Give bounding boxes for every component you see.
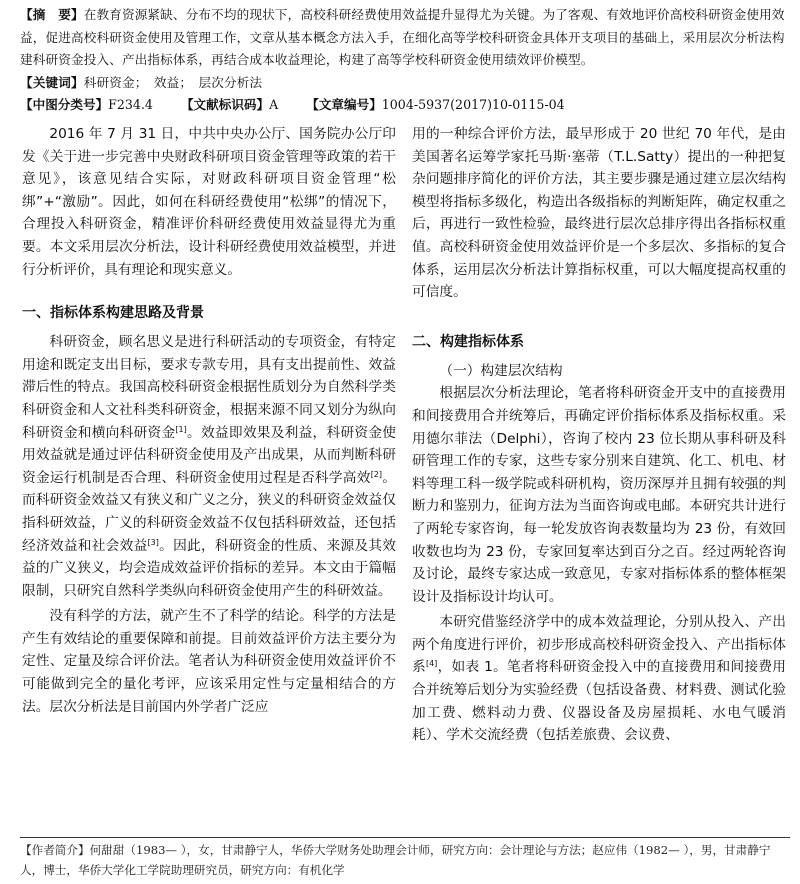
section-1-heading: 一、指标体系构建思路及背景 — [22, 305, 204, 322]
section-2-heading: 二、构建指标体系 — [412, 333, 524, 350]
paragraph-text: ，如表 1。笔者将科研资金投入中的直接费用和间接费用合并统筹后划分为实验经费（包括设备费、材料费、测试化验加工费、燃料动力费、仪器设备及房屋损耗、水电气暖消耗）、学术交流经费（包括差旅费、会议费、 — [412, 659, 786, 744]
abstract — [20, 4, 790, 72]
article-number-label: 【文章编号】 — [306, 97, 382, 112]
left-column — [22, 123, 396, 718]
section-2-paragraph-1: 根据层次分析法理论，笔者将科研资金开支中的直接费用和间接费用合并统筹后，再确定评价指标体系及指标权重。采用德尔菲法（Delphi），咨询了校内 23 位长期从事科研及科研管理工作的专家，这些专家分别来自建筑、化工、机电、材料等理工科一级学院或科研机构，资历深厚并且拥有较强的判断力和鉴别力，征询方法为当面咨询或电邮。本研究共计进行了两轮专家咨询，每一轮发放咨询表数量均为 23 份，有效回收数也均为 23 份，专家回复率达到百分之百。经过两轮咨询及讨论，最终专家达成一致意见，专家对指标体系的整体框架设计及指标设计均认可。 — [412, 385, 786, 605]
abstract-text: 在教育资源紧缺、分布不均的现状下，高校科研经费使用效益提升显得尤为关键。为了客观、有效地评价高校科研资金使用效益，促进高校科研资金使用及管理工作，文章从基本概念方法入手，在细化高等学校科研资金具体开支项目的基础上，采用层次分析法构建科研资金投入、产出指标体系，再结合成本收益理论，构建了高等学校科研资金使用绩效评价模型。 — [20, 7, 785, 67]
paragraph-text: 。因此，科研资金的性质、来源及其效益的广义狭义，均会造成效益评价指标的差异。本文由于篇幅限制，只研究自然科学类纵向科研资金使用产生的科研效益。 — [22, 537, 396, 599]
right-column — [412, 123, 786, 747]
section-1-paragraph-1 — [22, 331, 396, 602]
abstract-block — [20, 4, 790, 94]
author-footnote — [20, 840, 790, 880]
intro-paragraph: 2016 年 7 月 31 日，中共中央办公厅、国务院办公厅印发《关于进一步完善中央财政科研项目资金管理等政策的若干意见》，该意见结合实际，对财政科研项目资金管理“松绑”+“激励”。因此，如何在科研经费使用“松绑”的情况下，合理投入科研资金，精准评价科研经费使用效益显得尤为重要。本文采用层次分析法，设计科研经费使用效益模型，并进行分析评价，具有理论和现实意义。 — [22, 126, 396, 278]
citation-2: [2] — [370, 469, 383, 479]
section-1-paragraph-2: 没有科学的方法，就产生不了科学的结论。科学的方法是产生有效结论的重要保障和前提。目前效益评价方法主要分为定性、定量及综合评价法。笔者认为科研资金使用效益评价不可能做到完全的量化考评，应该采用定性与定量相结合的方法。层次分析法是目前国内外学者广泛应 — [22, 608, 396, 715]
keywords — [20, 72, 790, 95]
paragraph-text: 科研资金，顾名思义是进行科研活动的专项资金，有特定用途和既定支出目标，要求专款专用，具有支出提前性、效益滞后性的特点。我国高校科研资金根据性质划分为自然科学类科研资金和人文社科类科研资金，根据来源不同又划分为纵向科研资金和横向科研资金 — [22, 334, 396, 441]
citation-3: [3] — [147, 537, 159, 547]
continued-paragraph: 用的一种综合评价方法，最早形成于 20 世纪 70 年代，是由美国著名运筹学家托马斯·塞蒂（T.L.Satty）提出的一种把复杂问题排序简化的评价方法，其主要步骤是通过建立层次结构模型将指标多级化，构造出各级指标的判断矩阵，确定权重之后，再进行一致性检验，最终进行层次总排序得出各指标权重值。高校科研资金使用效益评价是一个多层次、多指标的复合体系，运用层次分析法计算指标权重，可以大幅度提高权重的可信度。 — [412, 126, 786, 301]
section-2-paragraph-2 — [412, 611, 786, 747]
paragraph-text: 。效益即效果及利益，科研资金使用效益就是通过评估科研资金使用及产出成果，从而判断科研资金运行机制是否合理、科研资金使用过程是否科学高效 — [22, 424, 396, 486]
abstract-label: 【摘 要】 — [20, 7, 84, 22]
footnote-divider — [20, 837, 790, 838]
subsection-1-heading: （一）构建层次结构 — [439, 362, 563, 379]
doc-code-value: A — [269, 97, 279, 112]
paragraph-text: 本研究借鉴经济学中的成本效益理论，分别从投入、产出两个角度进行评价，初步形成高校科研资金投入、产出指标体系 — [412, 614, 786, 676]
author-info: 【作者简介】何甜甜（1983— ），女，甘肃静宁人，华侨大学财务处助理会计师，研究方向：会计理论与方法；赵应伟（1982— ），男，甘肃静宁人，博士，华侨大学化工学院助理研究员，研究方向：有机化学 — [20, 843, 771, 877]
keywords-label: 【关键词】 — [20, 74, 84, 90]
clc-label: 【中图分类号】 — [20, 97, 109, 112]
citation-1: [1] — [175, 424, 187, 434]
doc-code-label: 【文献标识码】 — [180, 97, 270, 112]
classification-line — [20, 94, 790, 116]
citation-4: [4] — [425, 659, 438, 669]
clc-value: F234.4 — [108, 97, 153, 112]
paragraph-text: 。而科研资金效益又有狭义和广义之分，狭义的科研资金效益仅指科研效益，广义的科研资金效益不仅包括科研效益，还包括经济效益和社会效益 — [22, 469, 396, 554]
article-number-value: 1004-5937(2017)10-0115-04 — [381, 97, 565, 112]
keywords-text: 科研资金； 效益； 层次分析法 — [83, 74, 263, 90]
